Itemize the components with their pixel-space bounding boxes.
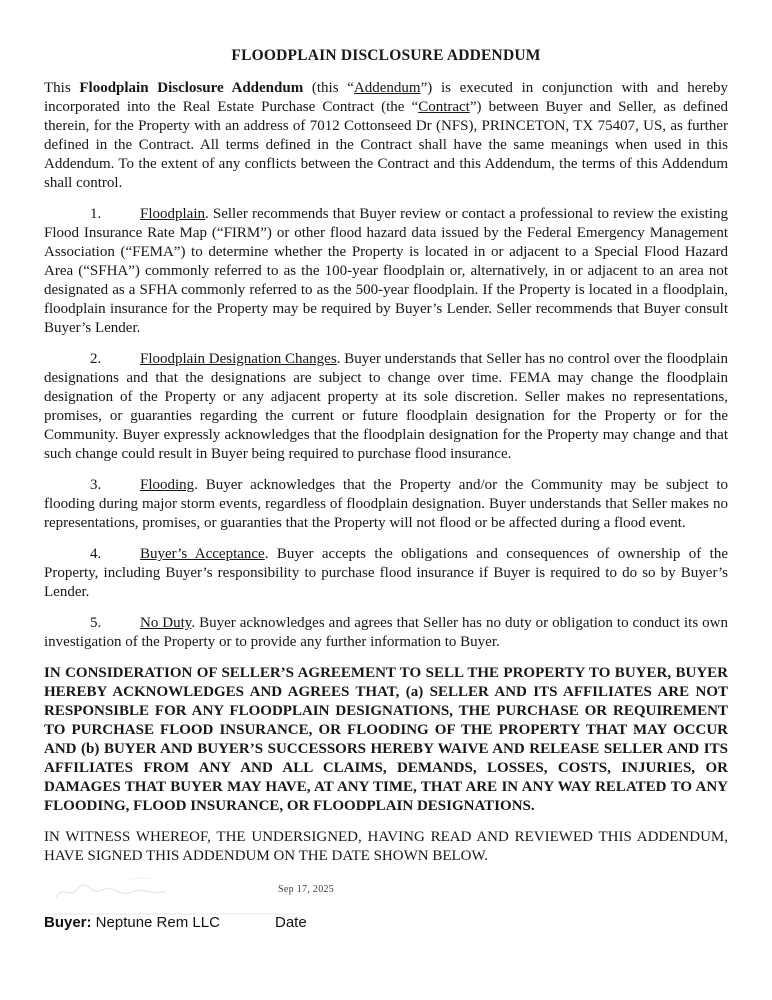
section-3-number: 3. <box>90 477 102 493</box>
intro-defined-term-addendum: Addendum <box>353 80 421 96</box>
section-4-heading: Buyer’s Acceptance <box>140 546 265 562</box>
section-4-buyers-acceptance <box>44 545 728 602</box>
intro-text-4: ”) between Buyer and Seller, as defined therein, for the Property with an address of 7012 Cottonseed Dr (NFS), PRINCETON, TX 75407, US, as further defined in the Contract. All terms defined in the Contract shall have the same meanings when used in this Addendum. To the extent of any conflicts between the Contract and this Addendum, the terms of this Addendum shall control. <box>44 99 728 191</box>
section-1-body: . Seller recommends that Buyer review or contact a professional to review the existing Flood Insurance Rate Map (“FIRM”) or other flood hazard data issued by the Federal Emergency Management Association (“FEMA”) to determine whether the Property is located in or adjacent to a Special Flood Hazard Area (“SFHA”) commonly referred to as the 100-year floodplain or, alternatively, in or adjacent to an area not designated as a SFHA commonly referred to as the 500-year floodplain. If the Property is located in a floodplain, floodplain insurance for the Property may be required by Buyer’s Lender. Seller recommends that Buyer consult Buyer’s Lender. <box>44 206 728 336</box>
document-title: FLOODPLAIN DISCLOSURE ADDENDUM <box>231 47 541 64</box>
date-label: Date <box>275 914 307 931</box>
section-3-heading: Flooding <box>140 477 195 493</box>
signature-row <box>44 914 728 932</box>
witness-paragraph: IN WITNESS WHEREOF, THE UNDERSIGNED, HAVING READ AND REVIEWED THIS ADDENDUM, HAVE SIGNED THIS ADDENDUM ON THE DATE SHOWN BELOW. <box>44 829 728 864</box>
intro-defined-term-addendum-bold: Floodplain Disclosure Addendum <box>79 80 304 96</box>
section-3-body: . Buyer acknowledges that the Property and/or the Community may be subject to flooding during major storm events, regardless of floodplain designation. Buyer understands that Seller makes no representations, promises, or guaranties that the Property will not flood or be affected during a flood event. <box>44 477 728 531</box>
section-5-number: 5. <box>90 615 102 631</box>
intro-text-2: (this “ <box>303 80 354 96</box>
intro-paragraph <box>44 79 728 193</box>
section-5-no-duty <box>44 614 728 652</box>
signature-date-value: Sep 17, 2025 <box>278 884 335 895</box>
section-5-heading: No Duty <box>140 615 192 631</box>
section-2-body: . Buyer understands that Seller has no control over the floodplain designations and that the designations are subject to change over time. FEMA may change the floodplain designation of the Property or any adjacent property at its sole discretion. Seller makes no representations, promises, or guaranties regarding the current or future floodplain designation for the Property or for the Community. Buyer expressly acknowledges that the floodplain designation for the Property may change and that such change could result in Buyer being required to purchase flood insurance. <box>44 351 728 462</box>
section-4-number: 4. <box>90 546 102 562</box>
section-4-body: . Buyer accepts the obligations and consequences of ownership of the Property, including Buyer’s responsibility to purchase flood insurance if Buyer is required to do so by Buyer’s Lender. <box>44 546 728 600</box>
buyer-signature-line <box>44 914 220 931</box>
section-1-heading: Floodplain <box>140 206 206 222</box>
intro-text-3: ”) is executed in conjunction with and hereby incorporated into the Real Estate Purchase Contract (the “ <box>44 80 729 115</box>
section-1-floodplain <box>44 205 728 338</box>
buyer-name: Neptune Rem LLC <box>91 914 220 931</box>
section-5-body: . Buyer acknowledges and agrees that Seller has no duty or obligation to conduct its own investigation of the Property or to provide any further information to Buyer. <box>44 615 728 650</box>
consideration-waiver-paragraph: IN CONSIDERATION OF SELLER’S AGREEMENT TO SELL THE PROPERTY TO BUYER, BUYER HEREBY ACKNOWLEDGES AND AGREES THAT, (a) SELLER AND ITS AFFILIATES ARE NOT RESPONSIBLE FOR ANY FLOODPLAIN DESIGNATIONS, THE PURCHASE OR REQUIREMENT TO PURCHASE FLOOD INSURANCE, OR FLOODING OF THE PROPERTY THAT MAY OCCUR AND (b) BUYER AND BUYER’S SUCCESSORS HEREBY WAIVE AND RELEASE SELLER AND ITS AFFILIATES FROM ANY AND ALL CLAIMS, DEMANDS, LOSSES, COSTS, INJURIES, OR DAMAGES THAT BUYER MAY HAVE, AT ANY TIME, THAT ARE IN ANY WAY RELATED TO ANY FLOODING, FLOOD INSURANCE, OR FLOODPLAIN DESIGNATIONS. <box>44 665 728 814</box>
section-3-flooding <box>44 476 728 533</box>
signature-area <box>44 878 728 914</box>
section-2-floodplain-designation-changes <box>44 350 728 464</box>
section-1-number: 1. <box>90 206 102 222</box>
intro-text-1: This <box>44 80 80 96</box>
intro-defined-term-contract: Contract <box>418 99 470 115</box>
section-2-number: 2. <box>90 351 102 367</box>
buyer-label: Buyer: <box>44 914 92 931</box>
signature-scribble-icon <box>34 872 364 920</box>
section-2-heading: Floodplain Designation Changes <box>140 351 337 367</box>
